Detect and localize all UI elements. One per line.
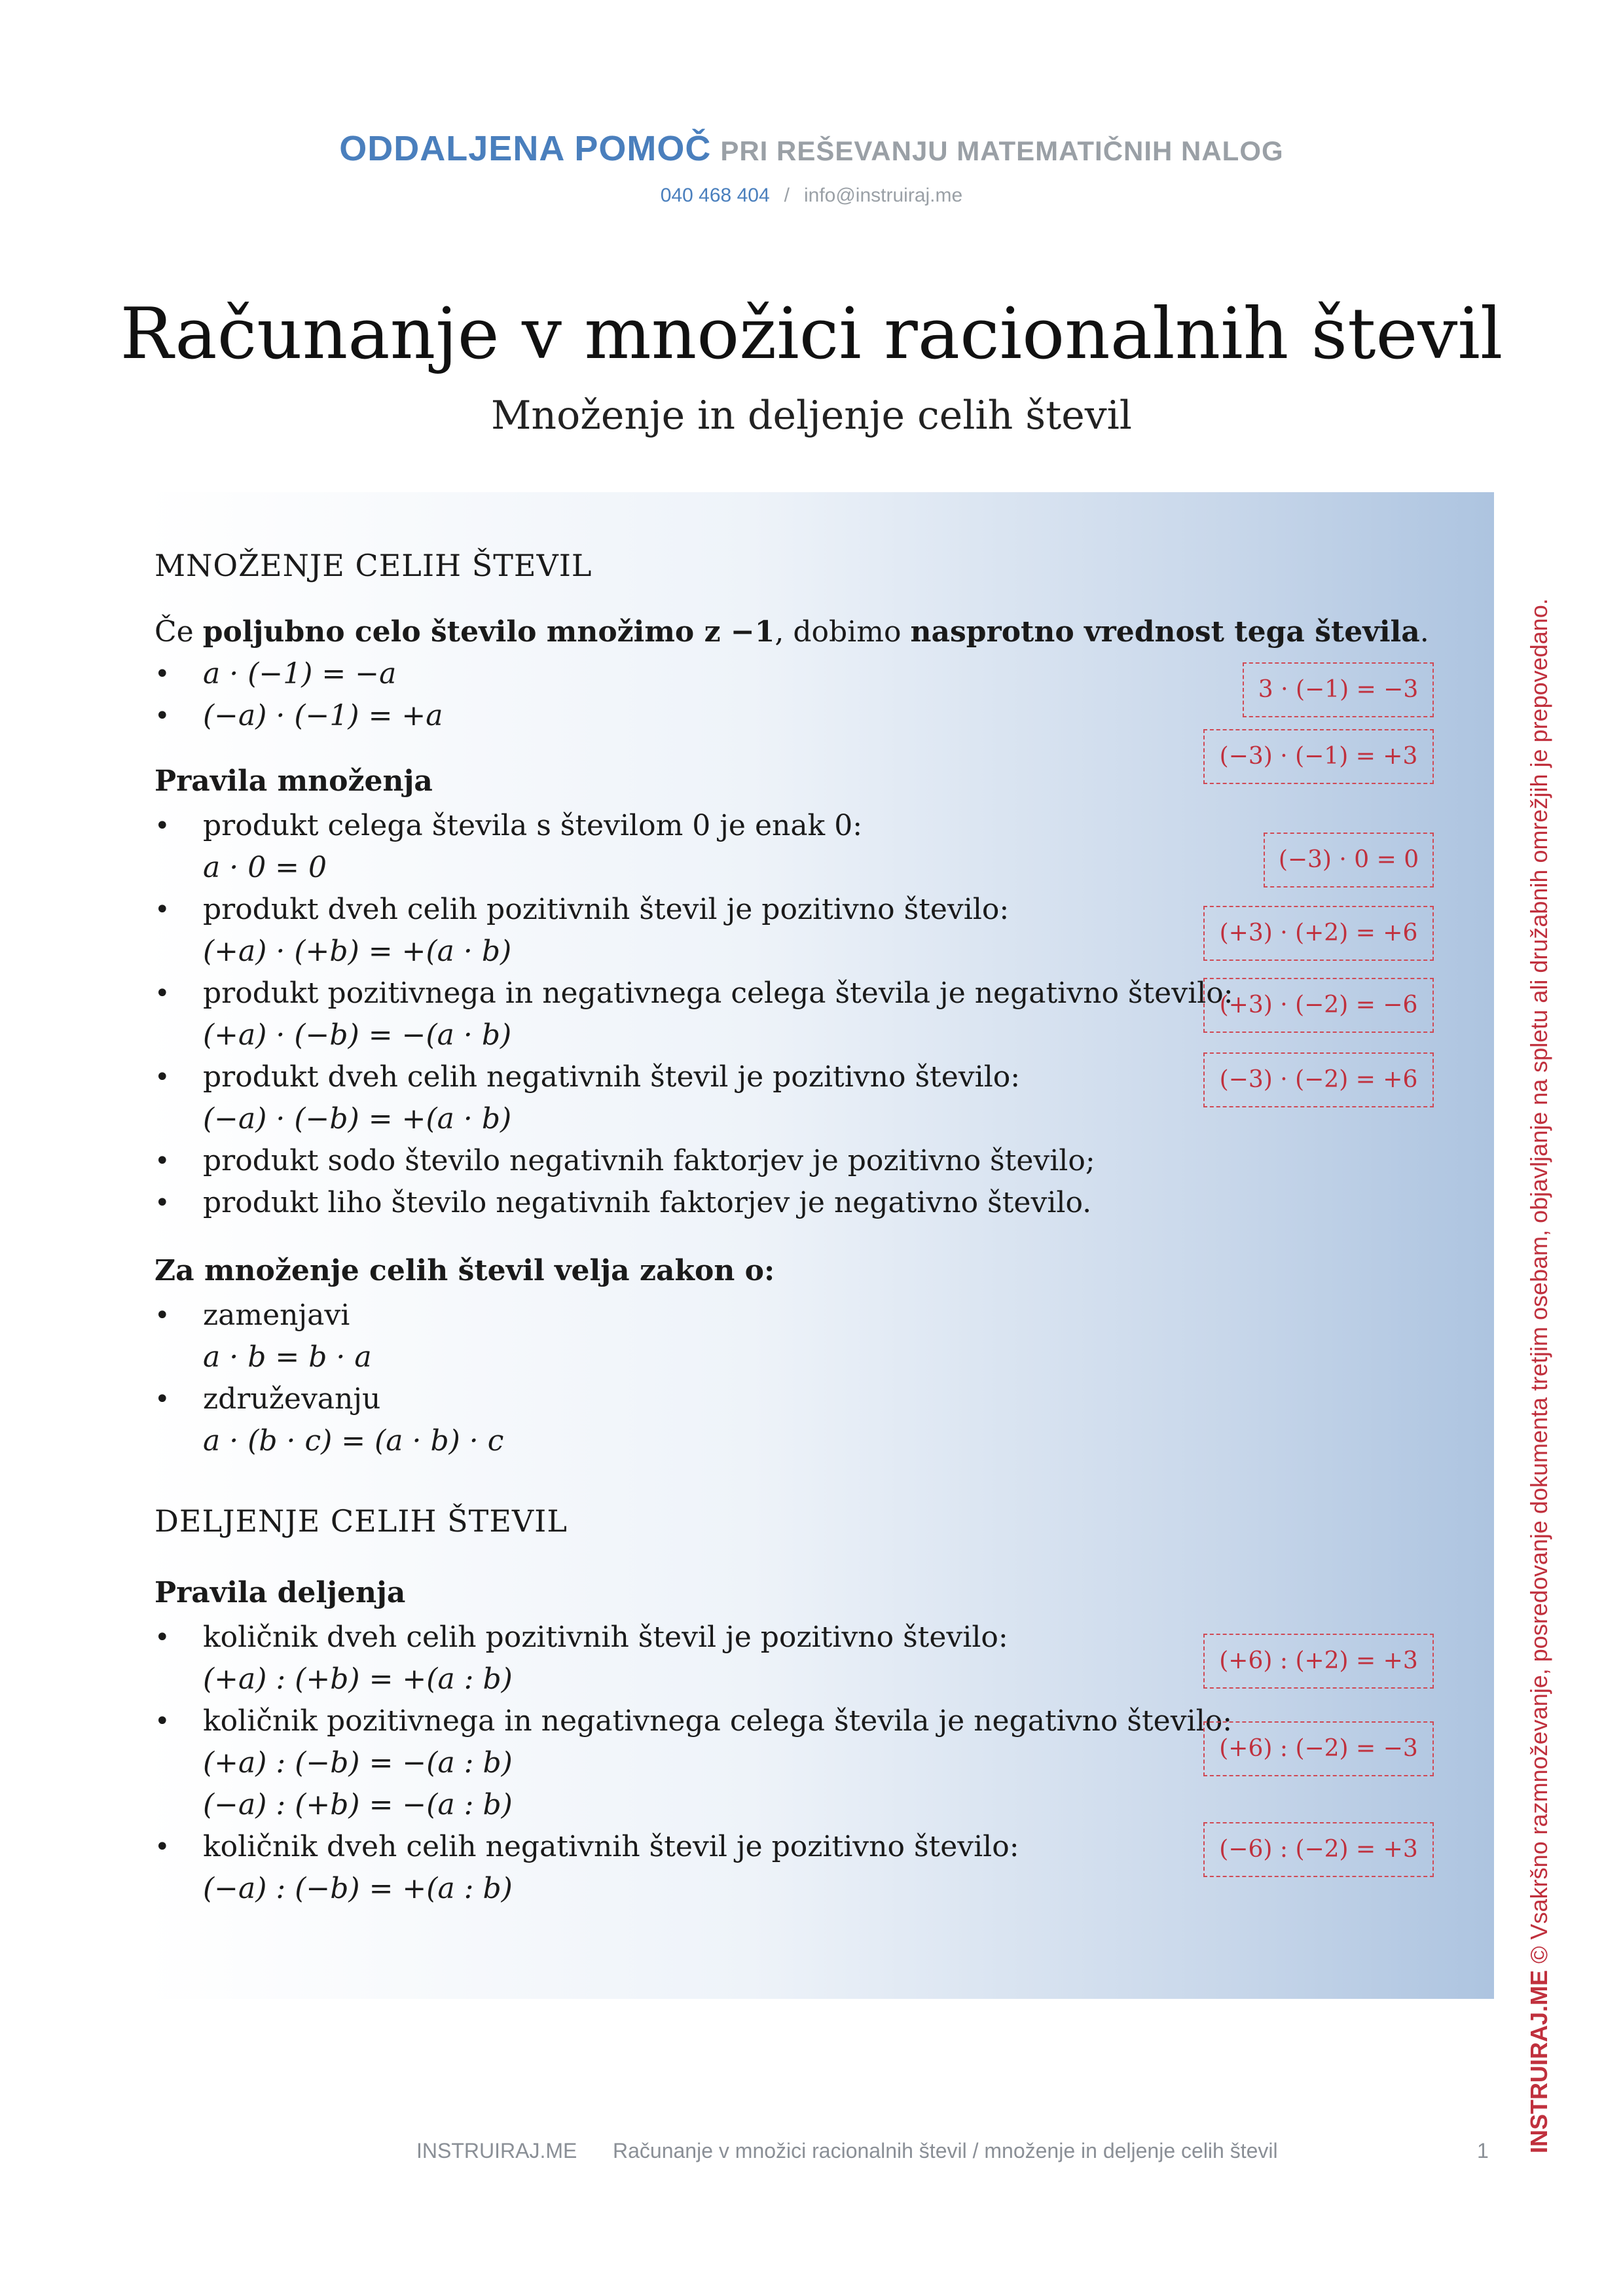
mult-rule-1-formula: a · 0 = 0	[203, 851, 327, 884]
example-box: 3 · (−1) = −3	[1243, 662, 1434, 717]
bullet: •	[155, 1832, 170, 1862]
bullet: •	[155, 1384, 170, 1414]
header-title	[0, 128, 1623, 169]
div-rule-1-formula: (+a) : (+b) = +(a : b)	[203, 1662, 513, 1696]
mult-rule-3-formula: (+a) · (−b) = −(a · b)	[203, 1018, 512, 1052]
mult-rule-2: produkt dveh celih pozitivnih števil je pozitivno število:	[203, 893, 1010, 926]
mult-rule-5: produkt sodo število negativnih faktorjev je pozitivno število;	[203, 1144, 1095, 1177]
mult-rule-3: produkt pozitivnega in negativnega celega števila je negativno število:	[203, 977, 1233, 1010]
header-brand: ODDALJENA POMOČ	[339, 129, 712, 168]
bullet: •	[155, 1623, 170, 1653]
bullet: •	[155, 1300, 170, 1331]
bullet: •	[155, 701, 170, 731]
div-rule-2-formula-a: (+a) : (−b) = −(a : b)	[203, 1746, 513, 1780]
formula-pos-a: (−a) · (−1) = +a	[203, 699, 443, 732]
example-box: (−3) · (−1) = +3	[1203, 729, 1434, 784]
intro-text-1: Če	[155, 615, 203, 649]
footer-brand: INSTRUIRAJ.ME	[416, 2139, 577, 2162]
bullet: •	[155, 1188, 170, 1218]
div-rule-3: količnik dveh celih negativnih števil je pozitivno število:	[203, 1830, 1019, 1863]
mult-rule-6: produkt liho število negativnih faktorjev je negativno število.	[203, 1186, 1092, 1219]
mult-rule-4: produkt dveh celih negativnih števil je pozitivno število:	[203, 1060, 1021, 1094]
rules-heading-division: Pravila deljenja	[155, 1576, 406, 1609]
law-commutative-formula: a · b = b · a	[203, 1340, 372, 1374]
header-tagline: PRI REŠEVANJU MATEMATIČNIH NALOG	[720, 135, 1284, 166]
div-rule-1: količnik dveh celih pozitivnih števil je pozitivno število:	[203, 1621, 1008, 1654]
header-email[interactable]: info@instruiraj.me	[803, 185, 963, 206]
copyright-brand: INSTRUIRAJ.ME	[1525, 1969, 1552, 2153]
example-box: (+3) · (+2) = +6	[1203, 906, 1434, 961]
law-commutative: zamenjavi	[203, 1299, 350, 1332]
mult-rule-2-formula: (+a) · (+b) = +(a · b)	[203, 935, 512, 968]
mult-rule-1: produkt celega števila s številom 0 je enak 0:	[203, 809, 863, 842]
div-rule-2-formula-b: (−a) : (+b) = −(a : b)	[203, 1788, 513, 1821]
section-heading-multiplication: MNOŽENJE CELIH ŠTEVIL	[155, 548, 593, 583]
header-separator: /	[784, 185, 790, 206]
example-box: (−3) · 0 = 0	[1264, 833, 1434, 888]
bullet: •	[155, 1146, 170, 1176]
page-subtitle: Množenje in deljenje celih števil	[491, 393, 1132, 439]
rules-heading-multiplication: Pravila množenja	[155, 764, 433, 798]
page-number: 1	[1477, 2139, 1489, 2162]
intro-text-2: , dobimo	[775, 615, 911, 649]
header-contact	[0, 185, 1623, 207]
bullet: •	[155, 1706, 170, 1736]
div-rule-3-formula: (−a) : (−b) = +(a : b)	[203, 1872, 513, 1905]
copyright-notice	[1525, 598, 1553, 2153]
example-box: (+6) : (+2) = +3	[1203, 1634, 1434, 1689]
example-box: (−6) : (−2) = +3	[1203, 1822, 1434, 1877]
page-title: Računanje v množici racionalnih števil	[120, 293, 1503, 375]
div-rule-2: količnik pozitivnega in negativnega celega števila je negativno število:	[203, 1704, 1233, 1738]
footer-title: Računanje v množici racionalnih števil / množenje in deljenje celih števil	[613, 2139, 1278, 2162]
bullet: •	[155, 659, 170, 689]
copyright-text: © Vsakršno razmnoževanje, posredovanje dokumenta tretjim osebam, objavljanje na spletu ali družabnih omrežjih je prepovedano.	[1525, 598, 1552, 1970]
example-box: (+6) : (−2) = −3	[1203, 1721, 1434, 1776]
bullet: •	[155, 811, 170, 841]
formula-neg-a: a · (−1) = −a	[203, 657, 397, 691]
intro-bold-2: nasprotno vrednost tega števila	[910, 615, 1420, 649]
bullet: •	[155, 1062, 170, 1092]
bullet: •	[155, 895, 170, 925]
section-heading-division: DELJENJE CELIH ŠTEVIL	[155, 1503, 568, 1539]
header-phone[interactable]: 040 468 404	[660, 185, 770, 206]
intro-paragraph	[155, 611, 1429, 653]
mult-rule-4-formula: (−a) · (−b) = +(a · b)	[203, 1102, 512, 1136]
law-associative: združevanju	[203, 1382, 381, 1416]
bullet: •	[155, 978, 170, 1009]
example-box: (+3) · (−2) = −6	[1203, 978, 1434, 1033]
intro-bold-1: poljubno celo število množimo z −1	[202, 615, 775, 649]
laws-heading: Za množenje celih števil velja zakon o:	[155, 1254, 775, 1287]
intro-text-3: .	[1419, 615, 1429, 649]
law-associative-formula: a · (b · c) = (a · b) · c	[203, 1424, 504, 1458]
example-box: (−3) · (−2) = +6	[1203, 1052, 1434, 1107]
